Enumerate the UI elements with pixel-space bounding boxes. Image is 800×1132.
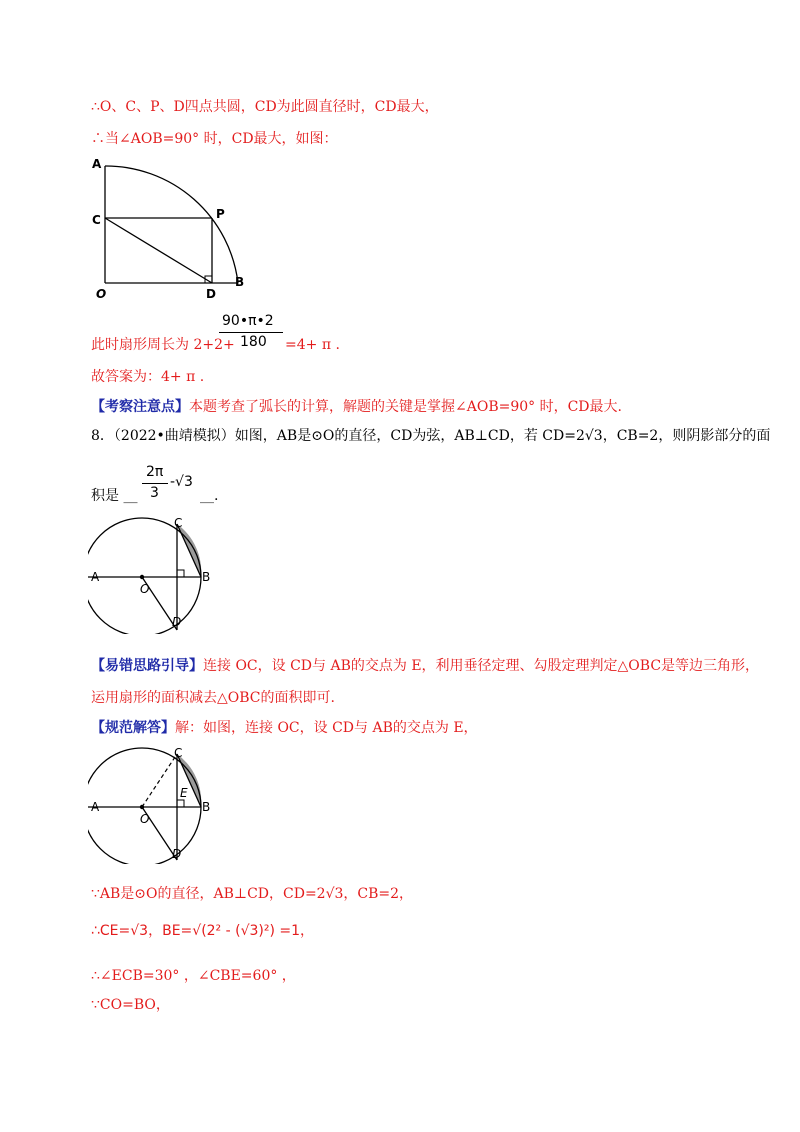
q8-answer-suffix: __. (200, 488, 219, 504)
label-E: E (180, 786, 188, 800)
sol7-perim-suffix: =4+ π . (285, 337, 340, 353)
q8-fraction-bar (142, 483, 168, 484)
solution-line (91, 719, 478, 737)
right-angle-mark (177, 570, 184, 577)
q8-stem: 8．（2022•曲靖模拟）如图，AB是⊙O的直径，CD为弦，AB⊥CD，若 CD=2√3，CB=2，则阴影部分的面 (91, 428, 771, 444)
solution-text: 解：如图，连接 OC，设 CD与 AB的交点为 E， (175, 720, 478, 736)
hint-line1 (91, 657, 759, 675)
step-4: ∵CO=BO， (91, 997, 170, 1013)
hint-text1: 连接 OC，设 CD与 AB的交点为 E，利用垂径定理、勾股定理判定△OBC是等边三角形， (203, 658, 760, 674)
figure-circle-solution (88, 742, 228, 864)
label-A: A (91, 570, 100, 584)
label-B: B (202, 800, 211, 814)
q8-ans-numerator: 2π (146, 464, 164, 480)
hint-line2: 运用扇形的面积减去△OBC的面积即可. (91, 690, 335, 706)
label-C: C (92, 213, 101, 227)
right-angle-mark (177, 800, 184, 807)
fraction-bar (219, 332, 283, 333)
sol7-answer: 故答案为：4+ π . (91, 369, 205, 385)
sol7-perim-prefix: 此时扇形周长为 2+2+ (91, 337, 235, 353)
q8-ans-tail: -√3 (170, 474, 193, 490)
label-O: O (140, 582, 150, 596)
label-B: B (202, 570, 211, 584)
label-A: A (91, 800, 100, 814)
dashed-OC (142, 754, 177, 807)
label-P: P (216, 207, 225, 221)
label-B: B (235, 275, 245, 289)
frac-denominator: 180 (240, 334, 267, 350)
step-1: ∵AB是⊙O的直径，AB⊥CD，CD=2√3，CB=2， (91, 886, 414, 902)
sol7-note (91, 398, 622, 416)
label-D: D (172, 847, 182, 861)
label-D: D (172, 615, 182, 629)
label-O: O (140, 812, 150, 826)
note-text: 本题考查了弧长的计算，解题的关键是掌握∠AOB=90° 时，CD最大. (189, 399, 622, 415)
frac-numerator: 90•π•2 (222, 313, 274, 329)
label-C: C (174, 746, 183, 760)
center-dot (140, 805, 144, 809)
q8-answer-prefix: 积是 __ (91, 488, 138, 504)
step-2: ∴CE=√3，BE=√(2² - (√3)²) =1， (91, 923, 315, 939)
quarter-arc (105, 166, 238, 283)
label-C: C (174, 516, 183, 530)
note-tag: 【考察注意点】 (91, 399, 189, 415)
figure-circle-q8 (88, 512, 228, 634)
label-D: D (206, 287, 216, 301)
sol7-line2: ∴当∠AOB=90° 时，CD最大，如图： (91, 131, 338, 147)
label-O: O (96, 287, 107, 301)
solution-tag: 【规范解答】 (91, 720, 175, 736)
center-dot (140, 575, 144, 579)
step-3: ∴∠ECB=30° ，∠CBE=60° ， (91, 968, 296, 984)
sol7-line1: ∴O、C、P、D四点共圆，CD为此圆直径时，CD最大， (91, 99, 439, 115)
hint-tag: 【易错思路引导】 (91, 658, 203, 674)
q8-ans-denominator: 3 (150, 485, 159, 501)
segment-CB (177, 524, 201, 577)
label-A: A (92, 157, 102, 171)
figure-quarter-circle (88, 152, 258, 302)
segment-CD (105, 218, 212, 283)
